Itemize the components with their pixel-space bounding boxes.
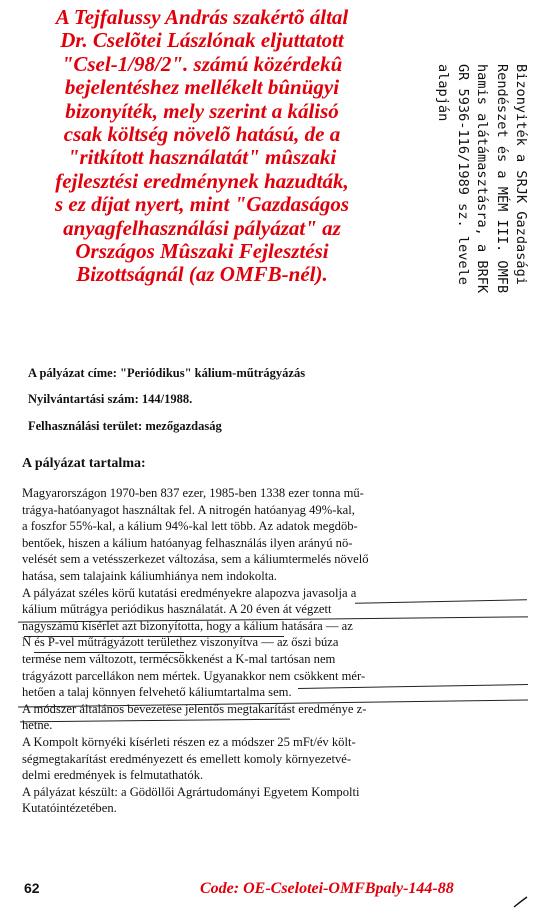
body-line: N és P-vel műtrágyázott területhez viszonyítva — az őszi búza [22,635,339,650]
side-note-line: Rendészet és a MÉM III. OMFB [493,64,510,294]
meta-title-value: "Periódikus" kálium-műtrágyázás [120,366,306,380]
corner-pen-mark [512,896,528,908]
headline-line: Bizottságnál (az OMFB-nél). [76,262,328,287]
document-code: Code: OE-Cselotei-OMFBpaly-144-88 [200,880,454,897]
body-line: termése nem változott, termécsökkenést a K-mal tartósan nem [22,651,336,666]
meta-registration-value: 144/1988. [141,392,193,406]
body-line: A pályázat készült: a Gödöllői Agrártudományi Egyetem Kompolti [22,784,360,799]
headline-line: "Csel-1/98/2". számú közérdekû [61,51,343,76]
meta-registration-row [28,392,192,407]
body-text [22,485,529,817]
meta-registration-label: Nyilvántartási szám: [28,392,139,406]
body-line: A módszer általános bevezetése jelentős megtakarítást eredménye z- [22,701,367,716]
meta-area-value: mezőgazdaság [145,419,222,433]
meta-title-row [28,366,305,381]
headline-line: Országos Mûszaki Fejlesztési [75,239,329,264]
side-note-line: hamis alátámasztásra, a BRFK [474,64,491,294]
side-note-line: GR 5936-116/1989 sz. levele [454,64,471,285]
headline-line: A Tejfalussy András szakértõ által [55,5,349,29]
headline-line: bejelentéshez mellékelt bûnügyi [64,75,340,100]
meta-area-row [28,419,222,434]
body-line: a foszfor 55%-kal, a kálium 94%-kal lett több. Az adatok megdöb- [22,519,358,534]
body-line: velését sem a vetésszerkezet változása, sem a káliumtermelés növelő [22,552,369,567]
body-line: trágya-hatóanyagot használtak fel. A nitrogén hatóanyag 49%-kal, [22,502,355,517]
body-line: hetne. [22,718,53,733]
body-line: hatása, sem talajaink káliumhiánya nem indokolta. [22,568,277,583]
headline-line: anyagfelhasználási pályázat" az [63,215,341,240]
side-note-line: alapján [435,64,452,122]
body-line: nagyszámú kísérlet azt bizonyította, hogy a kálium hatására — az [22,618,353,633]
headline-line: bizonyíték, mely szerint a kálisó [65,98,339,123]
page-number: 62 [24,880,40,896]
headline-line: s ez díjat nyert, mint "Gazdaságos [54,192,350,217]
body-line: ségmegtakarítást eredményezett és emellett komoly környezetvé- [22,751,352,766]
body-line: kálium műtrágya periódikus használatát. A 20 éven át végzett [22,602,332,617]
headline-line: "ritkított használatát" mûszaki [67,145,337,170]
body-line: Kutatóintézetében. [22,801,117,816]
body-line: hetően a talaj könnyen felvehető káliumtartalma sem. [22,685,292,700]
body-line: A pályázat széles körű kutatási eredményekre alapozva javasolja a [22,585,357,600]
body-line: A Kompolt környéki kísérleti részen ez a módszer 25 mFt/év költ- [22,734,356,749]
headline-line: fejlesztési eredménynek hazudták, [55,168,349,193]
side-note-line: Bizonyiték a SRJK Gazdasági [513,64,529,285]
body-line: trágyázott parcellákon nem mértek. Ugyanakkor nem csökkent mér- [22,668,366,683]
underline-mark [24,636,284,637]
meta-area-label: Felhasználási terület: [28,419,143,433]
underline-mark [34,652,184,653]
red-headline [6,6,398,287]
headline-line: csak költség növelõ hatású, de a [63,122,341,147]
rotated-side-note [395,64,530,370]
meta-title-label: A pályázat címe: [28,366,117,380]
section-title: A pályázat tartalma: [22,456,146,471]
headline-line: Dr. Cselõtei Lászlónak eljuttatott [60,28,344,53]
body-line: bentőek, hiszen a kálium hatóanyag felhasználás ilyen arányú nö- [22,535,353,550]
body-line: delmi eredmények is felmutathatók. [22,768,204,783]
body-line: Magyarországon 1970-ben 837 ezer, 1985-ben 1338 ezer tonna mű- [22,486,364,500]
